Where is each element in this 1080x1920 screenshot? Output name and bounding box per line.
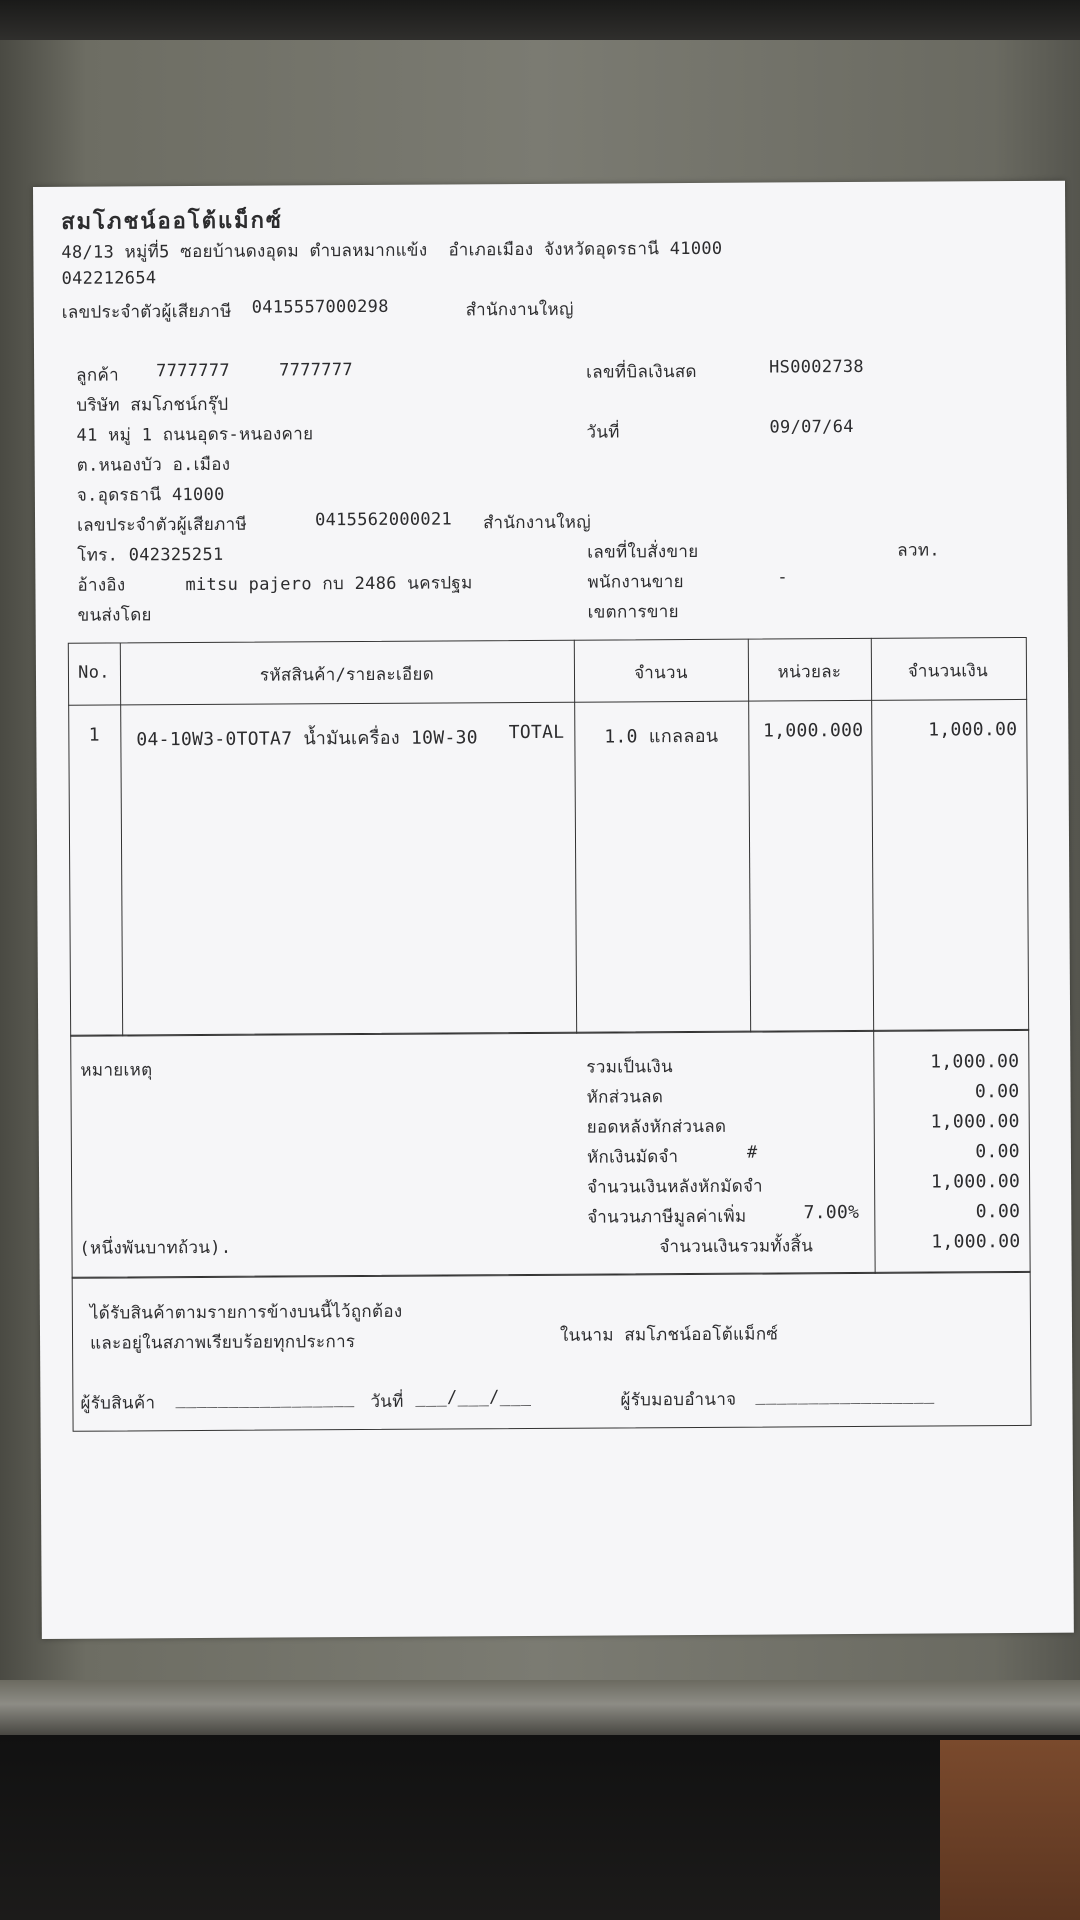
customer-name: บริษัท สมโภชน์กรุ๊ป — [76, 394, 229, 416]
amount-in-words: (หนึ่งพันบาทถ้วน). — [79, 1237, 232, 1259]
bill-number: HS0002738 — [769, 356, 865, 378]
floor-background — [0, 1735, 1080, 1920]
received-statement-line1: ได้รับสินค้าตามรายการข้างบนนี้ไว้ถูกต้อง — [89, 1301, 403, 1324]
subtotal-value: 1,000.00 — [930, 1050, 1020, 1073]
bill-date: 09/07/64 — [769, 416, 854, 438]
salesman-value: - — [777, 567, 789, 588]
deposit-ref-mark: # — [746, 1142, 758, 1163]
customer-tax-id-label: เลขประจำตัวผู้เสียภาษี — [77, 514, 248, 536]
column-header-amount: จำนวนเงิน — [907, 661, 989, 682]
authorized-person-label: ผู้รับมอบอำนาจ — [620, 1389, 737, 1411]
item-amount: 1,000.00 — [928, 718, 1018, 741]
table-edge — [0, 1680, 1080, 1740]
discount-value: 0.00 — [974, 1080, 1020, 1103]
deposit-value: 0.00 — [975, 1140, 1020, 1163]
discount-label: หักส่วนลด — [586, 1087, 664, 1108]
seller-name: สมโภชน์ออโต้แม็กซ์ — [61, 207, 283, 235]
receive-date-label: วันที่ — [370, 1391, 404, 1412]
after-deposit-label: จำนวนเงินหลังหักมัดจำ — [587, 1176, 763, 1198]
seller-branch: สำนักงานใหญ่ — [465, 299, 574, 321]
cash-bill-document — [33, 181, 1074, 1639]
items-table — [68, 637, 1029, 1037]
deposit-label: หักเงินมัดจำ — [586, 1147, 679, 1168]
customer-address-line2: ต.หนองบัว อ.เมือง — [76, 454, 231, 476]
vat-rate: 7.00% — [803, 1201, 860, 1224]
sales-area-label: เขตการขาย — [587, 602, 679, 623]
seller-address: 48/13 หมู่ที่5 ซอยบ้านดงอุดม ตำบลหมากแข้ง อำเภอเมือง จังหวัดอุดรธานี 41000 — [61, 238, 723, 263]
ship-by-label: ขนส่งโดย — [77, 605, 152, 626]
item-unit-price: 1,000.000 — [763, 719, 864, 742]
column-header-no: No. — [78, 662, 110, 683]
salesman-label: พนักงานขาย — [587, 572, 684, 593]
item-description: 04-10W3-0TOTA7 น้ำมันเครื่อง 10W-30 — [136, 727, 478, 751]
customer-code-secondary: 7777777 — [279, 360, 353, 381]
on-behalf-of: ในนาม สมโภชน์ออโต้แม็กซ์ — [559, 1324, 779, 1346]
seller-phone: 042212654 — [61, 268, 157, 289]
reference-label: อ้างอิง — [77, 575, 126, 596]
reference-value: mitsu pajero กบ 2486 นครปฐม — [185, 573, 473, 596]
wood-surface — [940, 1740, 1080, 1920]
customer-address-line3: จ.อุดรธานี 41000 — [76, 484, 225, 506]
remark-label: หมายเหตุ — [80, 1060, 153, 1081]
bill-number-label: เลขที่บิลเงินสด — [586, 361, 697, 383]
vat-label: จำนวนภาษีมูลค่าเพิ่ม — [587, 1206, 747, 1228]
subtotal-label: รวมเป็นเงิน — [586, 1057, 673, 1078]
sales-order-label: เลขที่ใบสั่งขาย — [587, 541, 699, 563]
column-header-description: รหัสสินค้า/รายละเอียด — [259, 664, 435, 686]
received-statement-line2: และอยู่ในสภาพเรียบร้อยทุกประการ — [90, 1332, 356, 1354]
seller-tax-id-label: เลขประจำตัวผู้เสียภาษี — [61, 301, 232, 323]
customer-label: ลูกค้า — [76, 365, 120, 386]
after-discount-label: ยอดหลังหักส่วนลด — [586, 1116, 727, 1138]
customer-tax-id: 0415562000021 — [314, 509, 453, 531]
customer-branch: สำนักงานใหญ่ — [483, 512, 592, 534]
bill-date-label: วันที่ — [586, 422, 620, 443]
item-quantity: 1.0 แกลลอน — [604, 725, 719, 748]
receiver-label: ผู้รับสินค้า — [80, 1393, 156, 1414]
after-deposit-value: 1,000.00 — [930, 1170, 1021, 1193]
sales-order-suffix: ลวท. — [897, 540, 940, 561]
column-header-quantity: จำนวน — [634, 663, 688, 684]
authorized-signature-line: _________________ — [755, 1384, 935, 1406]
receiver-signature-line: _________________ — [175, 1388, 355, 1410]
item-brand: TOTAL — [508, 721, 565, 744]
seller-tax-id: 0415557000298 — [251, 296, 389, 318]
customer-address-line1: 41 หมู่ 1 ถนนอุดร-หนองคาย — [76, 424, 314, 446]
after-discount-value: 1,000.00 — [930, 1110, 1020, 1133]
receive-date-line: ___/___/___ — [415, 1386, 532, 1408]
grand-total-label: จำนวนเงินรวมทั้งสิ้น — [659, 1236, 814, 1258]
row-number: 1 — [88, 724, 100, 746]
grand-total-value: 1,000.00 — [931, 1230, 1021, 1253]
customer-code: 7777777 — [156, 360, 230, 382]
vat-value: 0.00 — [975, 1200, 1021, 1223]
column-header-unit-price: หน่วยละ — [777, 662, 842, 683]
customer-phone: โทร. 042325251 — [77, 544, 224, 566]
